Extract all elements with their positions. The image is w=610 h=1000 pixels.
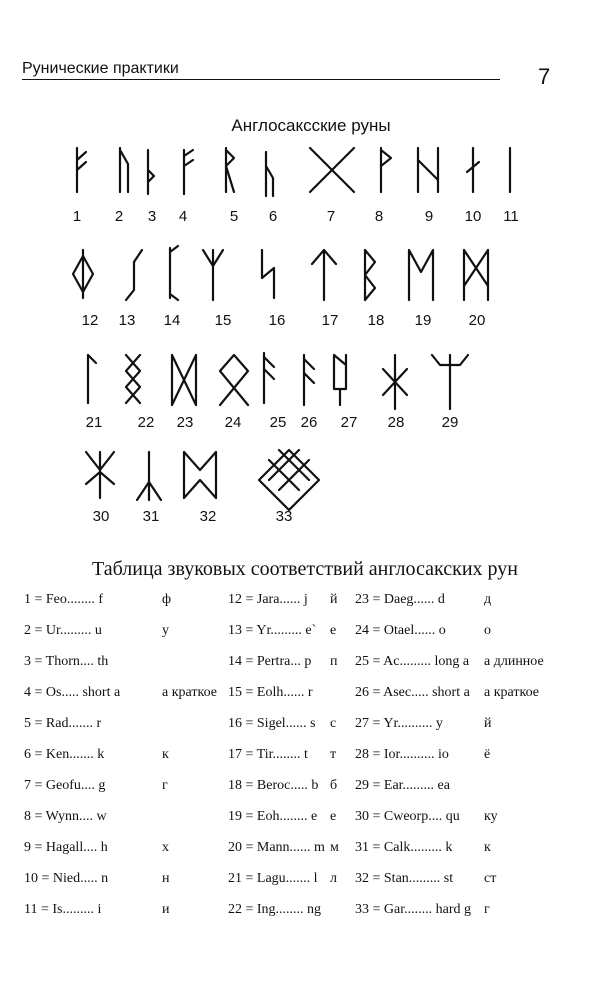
- rune-glyph-eoh: [409, 250, 433, 300]
- rune-19: [409, 250, 433, 300]
- rune-31: [137, 452, 161, 500]
- table-title: Таблица звуковых соответствий англосакских рун: [92, 558, 518, 580]
- rune-glyph-calk: [137, 452, 161, 500]
- rune-24: [220, 355, 248, 405]
- table-cyrillic: п: [330, 654, 338, 669]
- table-cyrillic: й: [330, 592, 338, 607]
- rune-number-20: 20: [468, 312, 486, 329]
- table-cyrillic: м: [330, 840, 339, 855]
- table-entry: 18 = Beroc..... b: [228, 778, 319, 793]
- table-entry: 15 = Eolh...... r: [228, 685, 313, 700]
- running-header: Рунические практики: [22, 60, 179, 77]
- rune-number-22: 22: [137, 414, 155, 431]
- rune-glyph-ear: [432, 355, 468, 409]
- rune-number-16: 16: [268, 312, 286, 329]
- rune-glyph-rad: [226, 148, 234, 192]
- table-entry: 6 = Ken....... k: [24, 747, 105, 762]
- table-entry: 23 = Daeg...... d: [355, 592, 445, 607]
- rune-number-18: 18: [367, 312, 385, 329]
- rune-glyph-ken: [266, 152, 273, 196]
- table-entry: 30 = Cweorp.... qu: [355, 809, 460, 824]
- table-cyrillic: к: [162, 747, 169, 762]
- table-cyrillic: е: [330, 623, 337, 638]
- rune-1: [77, 148, 86, 192]
- rune-glyph-sigel: [262, 250, 274, 298]
- rune-glyph-ac: [264, 353, 274, 403]
- table-entry: 11 = Is......... i: [24, 902, 102, 917]
- rune-2: [120, 148, 128, 192]
- rune-26: [304, 355, 314, 405]
- rune-number-2: 2: [114, 208, 124, 225]
- rune-glyph-yr: [126, 250, 142, 300]
- table-entry: 27 = Yr.......... y: [355, 716, 443, 731]
- table-entry: 8 = Wynn.... w: [24, 809, 107, 824]
- table-entry: 31 = Calk......... k: [355, 840, 453, 855]
- rune-21: [88, 355, 96, 403]
- rune-glyph-ior: [383, 355, 407, 409]
- rune-glyph-wynn: [381, 148, 391, 192]
- table-cyrillic: к: [484, 840, 491, 855]
- rune-number-15: 15: [214, 312, 232, 329]
- table-entry: 32 = Stan......... st: [355, 871, 454, 886]
- rune-18: [365, 250, 375, 300]
- rune-glyph-mann: [464, 250, 488, 300]
- table-cyrillic: е: [330, 809, 337, 824]
- rune-14: [170, 246, 178, 300]
- rune-17: [312, 250, 336, 300]
- table-entry: 33 = Gar........ hard g: [355, 902, 471, 917]
- table-entry: 4 = Os..... short a: [24, 685, 121, 700]
- table-entry: 25 = Ac......... long a: [355, 654, 470, 669]
- rune-number-17: 17: [321, 312, 339, 329]
- rune-glyph-lagu: [88, 355, 96, 403]
- rune-glyph-daeg: [172, 355, 196, 405]
- table-cyrillic: ку: [484, 809, 498, 824]
- rune-22: [126, 355, 140, 403]
- rune-number-26: 26: [300, 414, 318, 431]
- rune-glyph-gar: [259, 450, 319, 510]
- rune-number-23: 23: [176, 414, 194, 431]
- rune-25: [264, 353, 274, 403]
- table-entry: 28 = Ior.......... io: [355, 747, 449, 762]
- table-entry: 13 = Yr......... e`: [228, 623, 317, 638]
- rune-15: [203, 250, 223, 300]
- table-cyrillic: о: [484, 623, 491, 638]
- table-cyrillic: б: [330, 778, 338, 793]
- section-title: Англосаксские руны: [231, 116, 391, 135]
- rune-number-1: 1: [72, 208, 82, 225]
- table-entry: 26 = Asec..... short a: [355, 685, 470, 700]
- table-entry: 1 = Feo........ f: [24, 592, 104, 607]
- rune-30: [86, 452, 114, 498]
- rune-number-19: 19: [414, 312, 432, 329]
- table-entry: 7 = Geofu.... g: [24, 778, 106, 793]
- table-entry: 22 = Ing........ ng: [228, 902, 322, 917]
- rune-number-25: 25: [269, 414, 287, 431]
- rune-number-24: 24: [224, 414, 242, 431]
- rune-5: [226, 148, 234, 192]
- rune-number-6: 6: [268, 208, 278, 225]
- table-entry: 14 = Pertra... p: [228, 654, 312, 669]
- rune-number-3: 3: [147, 208, 157, 225]
- table-cyrillic: л: [330, 871, 337, 886]
- table-cyrillic: г: [484, 902, 490, 917]
- rune-13: [126, 250, 142, 300]
- rune-27: [334, 355, 346, 405]
- table-entry: 17 = Tir........ t: [228, 747, 308, 762]
- table-entry: 9 = Hagall.... h: [24, 840, 108, 855]
- table-cyrillic: а длинное: [484, 654, 544, 669]
- rune-20: [464, 250, 488, 300]
- table-entry: 24 = Otael...... o: [355, 623, 446, 638]
- rune-number-11: 11: [503, 208, 519, 225]
- table-cyrillic: у: [162, 623, 169, 638]
- rune-glyph-hagall: [418, 148, 438, 192]
- rune-number-28: 28: [387, 414, 405, 431]
- rune-number-8: 8: [374, 208, 384, 225]
- rune-glyph-geofu: [310, 148, 354, 192]
- page-number: 7: [538, 64, 551, 89]
- rune-number-32: 32: [199, 508, 217, 525]
- rune-number-10: 10: [464, 208, 482, 225]
- rune-glyph-yr2: [334, 355, 346, 405]
- table-cyrillic: н: [162, 871, 170, 886]
- rune-glyph-os: [184, 150, 193, 194]
- table-entry: 16 = Sigel...... s: [228, 716, 316, 731]
- rune-glyph-thorn: [148, 150, 154, 194]
- table-entry: 20 = Mann...... m: [228, 840, 325, 855]
- table-cyrillic: х: [162, 840, 169, 855]
- rune-glyph-ur: [120, 148, 128, 192]
- rune-glyph-nied: [467, 148, 479, 192]
- rune-glyph-ing: [126, 355, 140, 403]
- rune-number-9: 9: [424, 208, 434, 225]
- rune-33: [259, 450, 319, 510]
- table-entry: 29 = Ear......... ea: [355, 778, 450, 793]
- rune-32: [184, 452, 216, 498]
- rune-glyph-stan: [184, 452, 216, 498]
- table-cyrillic: ф: [162, 592, 172, 607]
- rune-7: [310, 148, 354, 192]
- rune-number-12: 12: [81, 312, 99, 329]
- rune-3: [148, 150, 154, 194]
- rune-glyph-eolh: [203, 250, 223, 300]
- table-cyrillic: с: [330, 716, 337, 731]
- rune-number-31: 31: [142, 508, 160, 525]
- rune-number-27: 27: [340, 414, 358, 431]
- table-entry: 3 = Thorn.... th: [24, 654, 109, 669]
- rune-28: [383, 355, 407, 409]
- table-cyrillic: ё: [484, 747, 491, 762]
- rune-16: [262, 250, 274, 298]
- rune-number-4: 4: [178, 208, 188, 225]
- rune-29: [432, 355, 468, 409]
- table-entry: 21 = Lagu....... l: [228, 871, 318, 886]
- rune-glyph-asec: [304, 355, 314, 405]
- table-cyrillic: г: [162, 778, 168, 793]
- table-cyrillic: й: [484, 716, 492, 731]
- rune-number-29: 29: [441, 414, 459, 431]
- rune-23: [172, 355, 196, 405]
- table-entry: 10 = Nied..... n: [24, 871, 109, 886]
- rune-number-21: 21: [85, 414, 103, 431]
- table-cyrillic: и: [162, 902, 170, 917]
- rune-number-33: 33: [275, 508, 293, 525]
- table-cyrillic: а краткое: [484, 685, 539, 700]
- rune-glyph-beroc: [365, 250, 375, 300]
- rune-glyph-otael: [220, 355, 248, 405]
- rune-number-7: 7: [326, 208, 336, 225]
- rune-4: [184, 150, 193, 194]
- rune-number-30: 30: [92, 508, 110, 525]
- table-cyrillic: д: [484, 592, 492, 607]
- table-cyrillic: ст: [484, 871, 497, 886]
- table-entry: 2 = Ur......... u: [24, 623, 102, 638]
- rune-number-5: 5: [229, 208, 239, 225]
- rune-12: [73, 250, 93, 298]
- table-entry: 12 = Jara...... j: [228, 592, 308, 607]
- table-cyrillic: а краткое: [162, 685, 217, 700]
- rune-8: [381, 148, 391, 192]
- rune-glyph-pertra: [170, 246, 178, 300]
- table-cyrillic: т: [330, 747, 337, 762]
- rune-glyph-cweorp: [86, 452, 114, 498]
- rune-number-14: 14: [163, 312, 181, 329]
- rune-glyph-jara: [73, 250, 93, 298]
- rune-number-13: 13: [118, 312, 136, 329]
- table-entry: 19 = Eoh........ e: [228, 809, 318, 824]
- table-entry: 5 = Rad....... r: [24, 716, 102, 731]
- rune-9: [418, 148, 438, 192]
- rune-glyph-tir: [312, 250, 336, 300]
- rune-6: [266, 152, 273, 196]
- rune-10: [467, 148, 479, 192]
- rune-glyph-feoh: [77, 148, 86, 192]
